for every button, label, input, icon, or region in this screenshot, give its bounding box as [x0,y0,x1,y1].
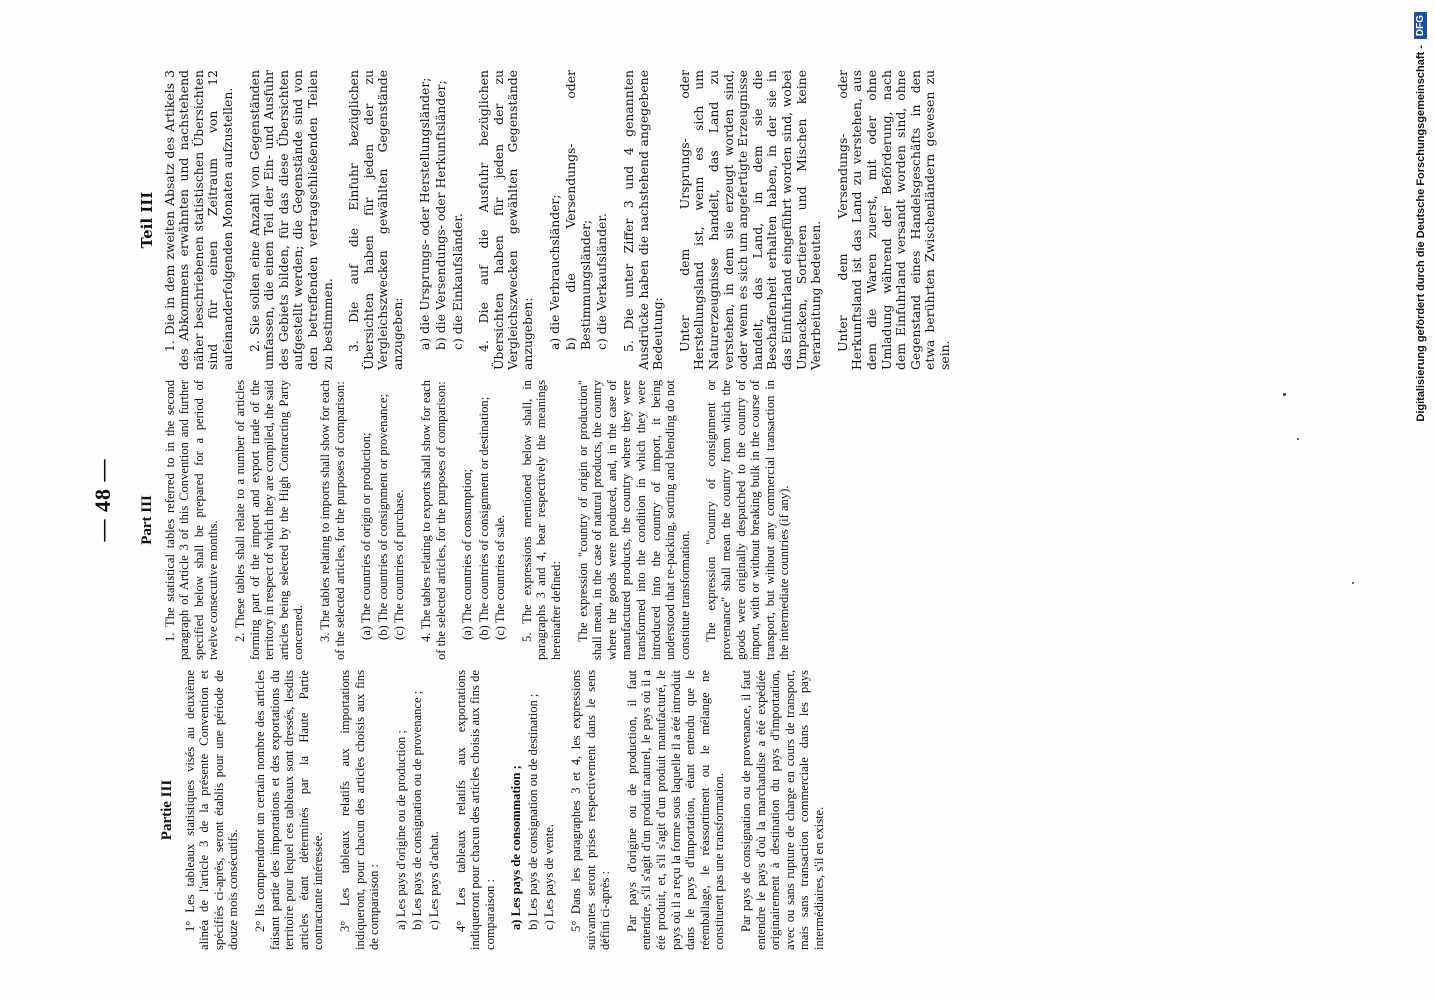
list-item: c) die Einkaufsländer. [449,213,465,350]
paragraph: 4. Die auf die Ausfuhr bezüglichen Übersichten haben für jeden der zu Vergleichszwecken gewählten Gegenstände anzugeben: [476,70,536,370]
list-item: (b) The countries of consignment or provenance; [375,394,390,640]
paragraph: 3. The tables relating to imports shall show for each of the selected articles, for the purposes of comparison: [317,380,347,660]
list-item: b) die Versendungs- oder Bestimmungsländer; [563,70,593,350]
column-body-english [163,380,792,660]
column-english [140,380,804,660]
credit-text: Digitalisierung gefördert durch die Deutsche Forschungsgemeinschaft - [1414,45,1427,422]
paragraph: Par pays de consignation ou de provenance, il faut entendre le pays d'où la marchandise a été expédiée originairement à destination du pays d'importation, avec ou sans rupture de charge en cours de transport, mais sans transaction commerciale dans les pays intermédiaires, s'il en existe. [739,670,826,950]
paragraph: 4° Les tableaux relatifs aux exportations indiqueront pour chacun des articles choisis aux fins de comparaison : [453,670,497,950]
paragraph: 5. Die unter Ziffer 3 und 4 genannten Ausdrücke haben die nachstehend angegebene Bedeutung: [621,70,666,370]
paragraph: 4. The tables relating to exports shall show for each of the selected articles, for the purposes of comparison: [418,380,448,660]
paragraph: Par pays d'origine ou de production, il faut entendre, s'il s'agit d'un produit naturel, le pays où il a été produit, et, s'il s'agit d'un produit manufacturé, le pays où il a reçu la forme sous laquelle il a été introduit dans le pays d'importation, étant entendu que le réemballage, le réassortiment ou le mélange ne constituent pas une transformation. [624,670,727,950]
paragraph: 3° Les tableaux relatifs aux importations indiqueront, pour chacun des articles choisis aux fins de comparaison : [337,670,382,950]
paragraph: The expression "country of consignment or provenance" shall mean the country from which the goods were originally despatched to the country of import, with or without breaking bulk in the course of transport, but without any commercial transaction in the intermediate countries (if any). [704,380,792,660]
paragraph: 1. Die in dem zweiten Absatz des Artikels 3 des Abkommens erwähnten und nachstehend näher beschriebenen statistischen Übersichten sind für einen Zeitraum von 12 aufeinanderfolgenden Monaten aufzustellen. [161,70,235,370]
list-item: (a) The countries of consumption; [460,468,475,640]
list-item: (a) The countries of origin or production; [359,432,374,640]
paragraph: 5° Dans les paragraphes 3 et 4, les expressions suivantes seront prises respectivement dans le sens défini ci-après : [569,670,613,950]
paragraph: 2. These tables shall relate to a number of articles forming part of the import and export trade of the territory in respect of which they are compiled, the said articles being selected by the High Contracting Party concerned. [232,380,306,660]
list-item: c) die Verkaufsländer. [594,213,610,350]
list-item: c) Les pays de vente. [542,824,557,930]
list-item: a) die Ursprungs- oder Herstellungsländer; [416,77,432,350]
paragraph: 3. Die auf die Einfuhr bezüglichen Übersichten haben für jeden der zu Vergleichszwecken gewählten Gegenstände anzugeben: [346,70,405,370]
digitization-credit [1407,0,1434,1000]
list-item: a) die Verbrauchsländer; [546,194,562,350]
column-body-german [163,70,953,370]
page-number-header: — 48 — [90,458,115,542]
column-title-german: Teil III [138,191,156,249]
scan-speck [1352,582,1354,584]
rotated-document-page [70,40,1350,960]
column-body-french [183,670,827,950]
list-item: (b) The countries of consignment or destination; [476,396,491,640]
paragraph: Unter dem Versendungs- oder Herkunftsland ist das Land zu verstehen, aus dem die Waren zuerst, mit oder ohne Umladung während der Beförderung, nach dem Einfuhrland versandt worden sind, ohne Gegenstand eines Handelsgeschäfts in den etwa berührten Zwischenländern gewesen zu sein. [834,70,952,370]
column-title-english: Part III [139,495,155,545]
paragraph: Unter dem Ursprungs- oder Herstellungsland ist, wenn es sich um Naturerzeugnisse handelt, das Land zu verstehen, in dem sie erzeugt worden sind, oder wenn es sich um angefertigte Erzeugnisse handelt, das Land, in dem sie die Beschaffenheit erhalten haben, in der sie in das Einfuhrland eingeführt worden sind, wobei Umpacken, Sortieren und Mischen keine Verarbeitung bedeuten. [676,70,824,370]
column-german [140,70,965,370]
dfg-logo: DFG [1414,12,1427,39]
scan-speck [1297,438,1299,440]
paragraph: 1. The statistical tables referred to in the second paragraph of Article 3 of this Convention and further specified below shall be prepared for a period of twelve consecutive months. [162,380,221,660]
paragraph: 1° Les tableaux statistiques visés au deuxième alinéa de l'article 3 de la présente Convention et spécifiés ci-après, seront établis pour une période de douze mois consécutifs. [182,670,241,950]
list-item: a) Les pays de consommation ; [509,765,524,930]
list-item: b) Les pays de consignation ou de provenance ; [410,690,425,930]
column-title-french: Partie III [159,779,175,841]
paragraph: 5. The expressions mentioned below shall, in paragraphs 3 and 4, bear respectively the meanings hereinafter defined: [519,380,564,660]
column-french [160,670,839,950]
list-item: b) die Versendungs- oder Herkunftsländer; [433,80,449,350]
list-item: c) Les pays d'achat. [426,831,441,930]
list-item: a) Les pays d'origine ou de production ; [393,730,408,930]
list-item: (c) The countries of sale. [493,514,508,640]
scan-speck [1283,393,1286,396]
paragraph: 2° Ils comprendront un certain nombre des articles faisant partie des importations et des exportations du territoire pour lequel ces tableaux sont dressés, lesdits articles étant déterminés par la Haute Partie contractante intéressée. [252,670,326,950]
list-item: b) Les pays de consignation ou de destination ; [525,693,540,930]
list-item: (c) The countries of purchase. [392,489,407,640]
paragraph: The expression "country of origin or production" shall mean, in the case of natural products, the country where the goods were produced, and, in the case of manufactured products, the country where they were transformed into the condition in which they were introduced into the country of import, it being understood that re-packing, sorting and blending do not constitute transformation. [575,380,692,660]
paragraph: 2. Sie sollen eine Anzahl von Gegenständen umfassen, die einen Teil der Ein- und Ausfuhr des Gebiets bilden, für das diese Übersichten aufgestellt werden; die Gegenstände sind von den betreffenden vertragschließenden Teilen zu bestimmen. [246,70,335,370]
